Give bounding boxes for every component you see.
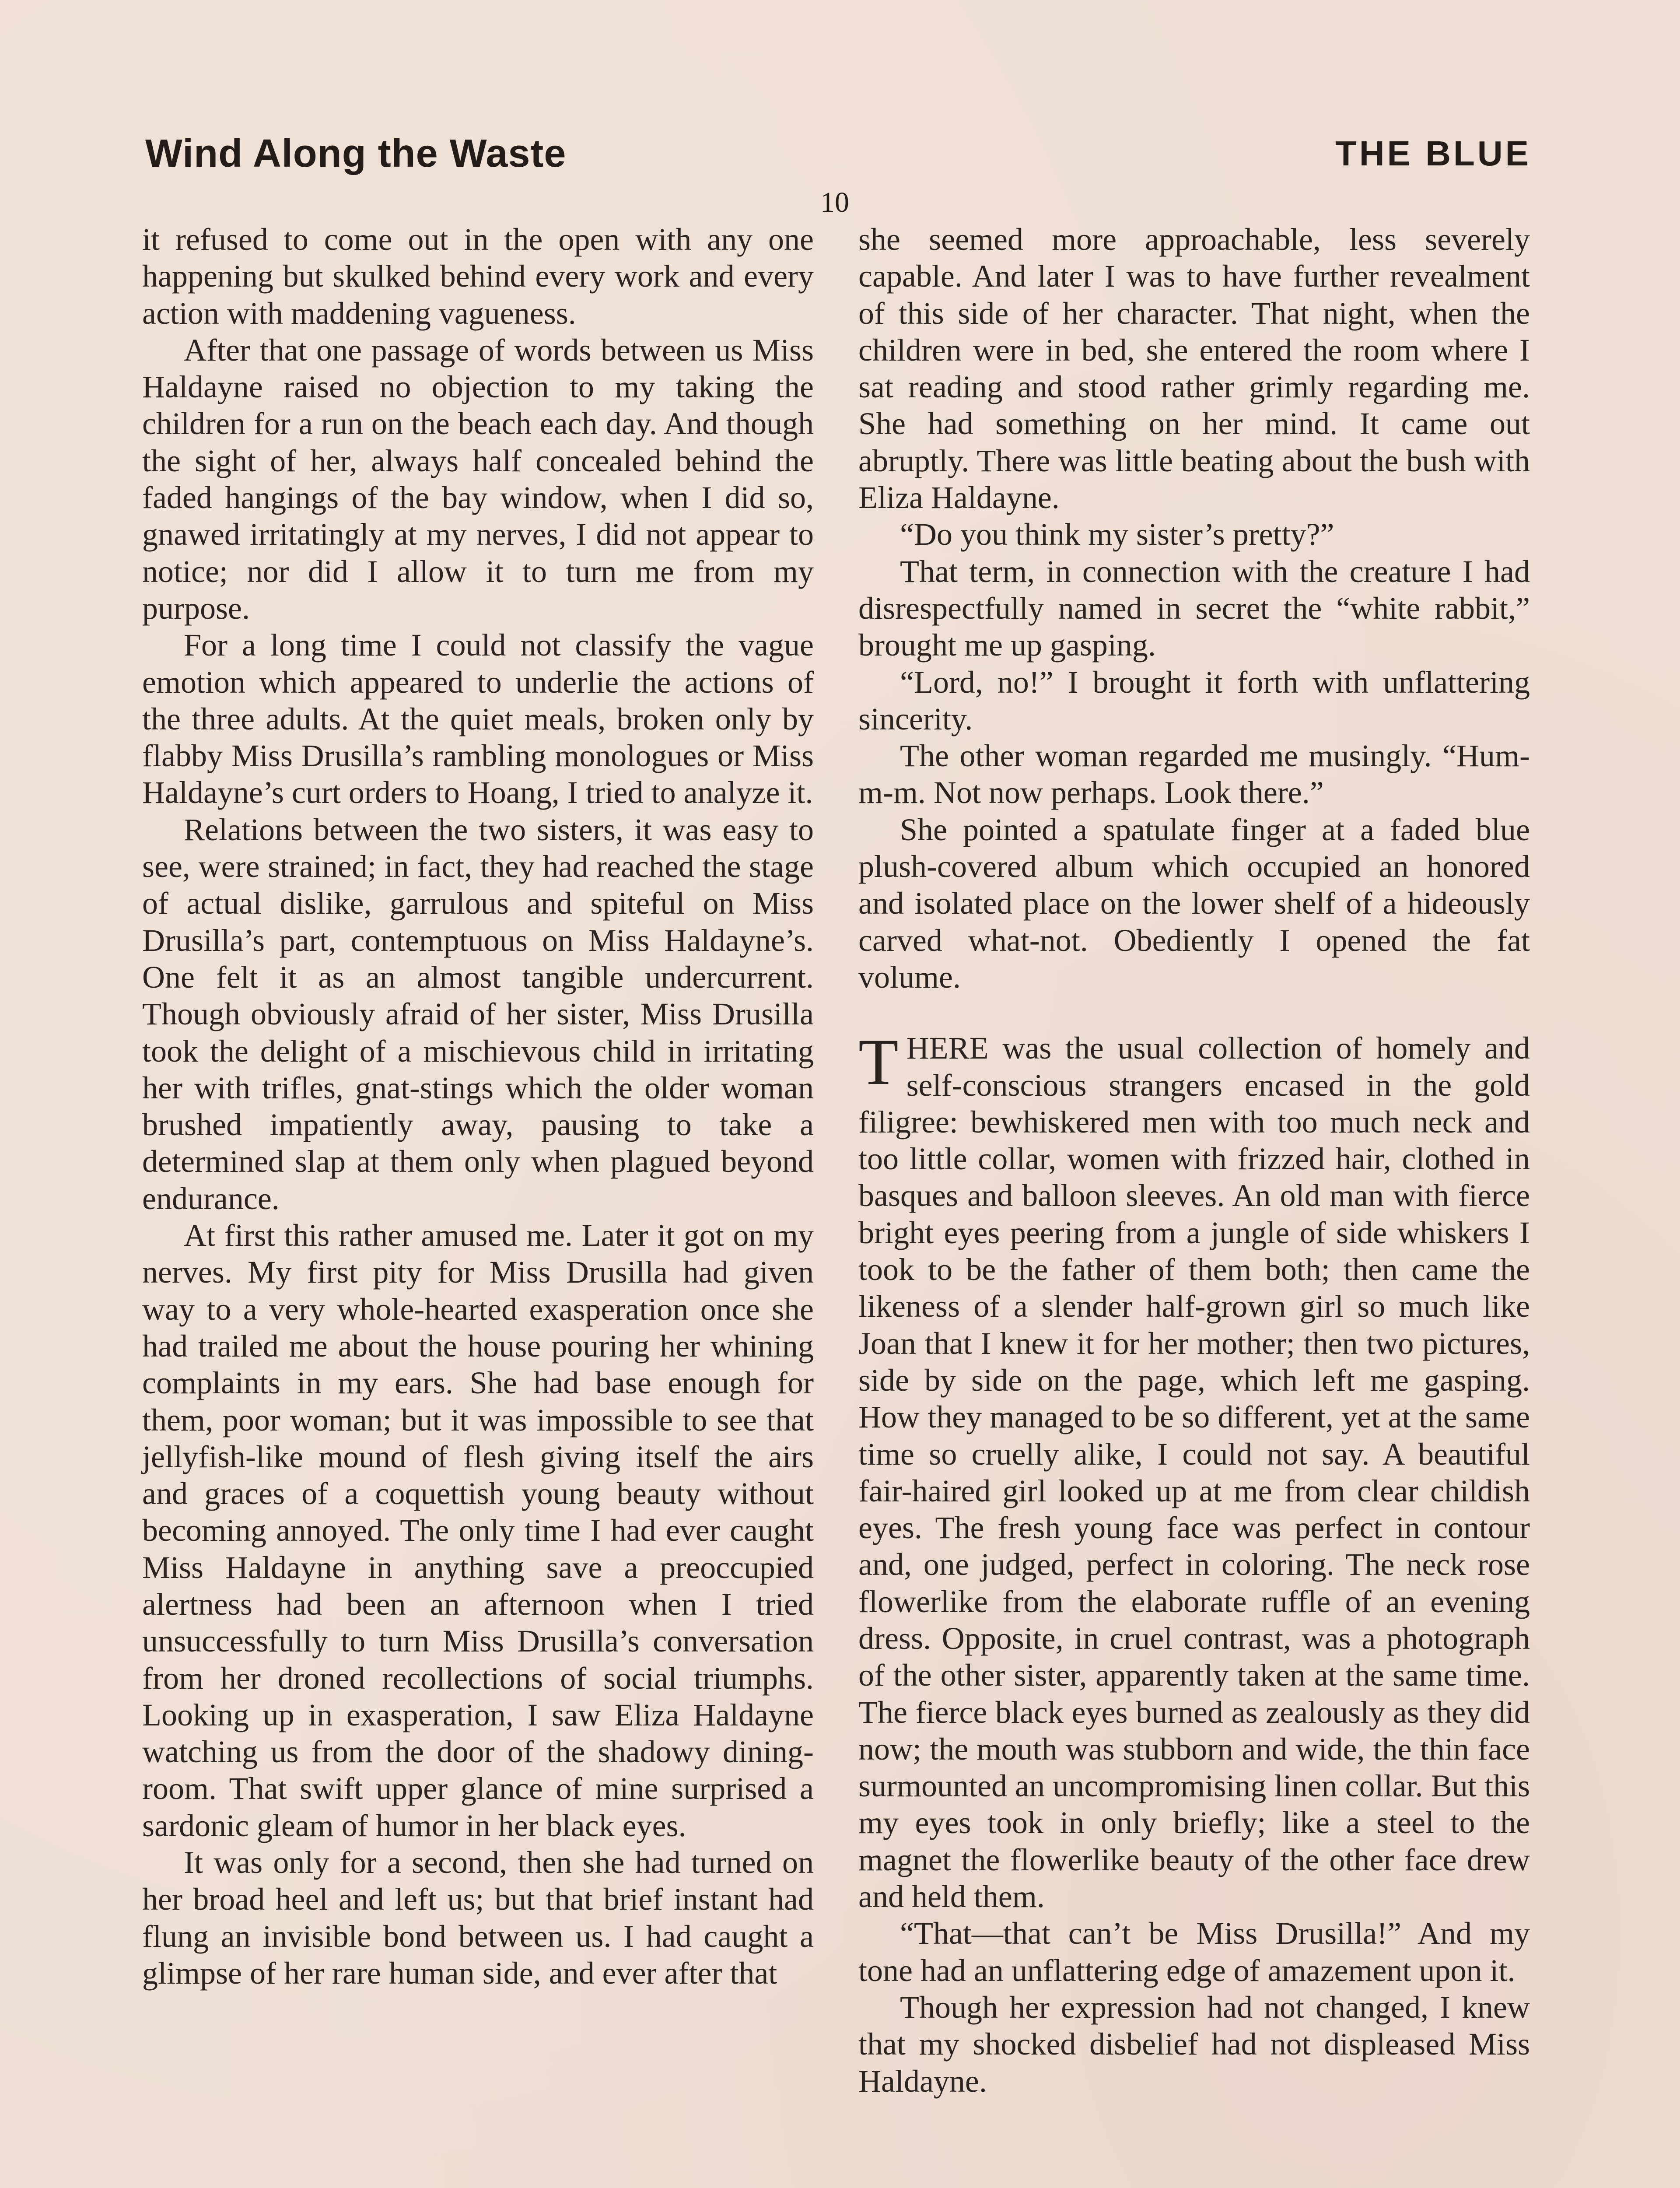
section-opening-paragraph (858, 1026, 1530, 1915)
paragraph: Though her expression had not changed, I knew that my shocked disbelief had not displeased Miss Haldayne. (858, 1989, 1530, 2099)
paragraph: “Lord, no!” I brought it forth with unflattering sincerity. (858, 664, 1530, 736)
section-opening-text: HERE was the usual collection of homely and self-conscious strangers encased in the gold filigree: bewhiskered men with too much neck and too little collar, women with frizzed hair, clothed in basques and balloon sleeves. An old man with fierce bright eyes peering from a jungle of side whiskers I took to be the father of them both; then came the likeness of a slender half-grown girl so much like Joan that I knew it for her mother; then two pictures, side by side on the page, which left me gasping. How they managed to be so different, yet at the same time so cruelly alike, I could not say. A beautiful fair-haired girl looked up at me from clear childish eyes. The fresh young face was perfect in contour and, one judged, perfect in coloring. The neck rose flowerlike from the elaborate ruffle of an evening dress. Opposite, in cruel contrast, was a photograph of the other sister, apparently taken at the same time. The fierce black eyes burned as zealously as they did now; the mouth was stubborn and wide, the thin face surmounted an uncompromising linen collar. But this my eyes took in only briefly; like a steel to the magnet the flowerlike beauty of the other face drew and held them. (858, 1031, 1530, 1914)
paragraph: That term, in connection with the creature I had disrespectfully named in secret the “white rabbit,” brought me up gasping. (858, 554, 1530, 663)
paragraph: She pointed a spatulate finger at a faded blue plush-covered album which occupied an honored and isolated place on the lower shelf of a hideously carved what-not. Obediently I opened the fat volume. (858, 812, 1530, 995)
page-number: 10 (820, 186, 849, 218)
left-column (142, 221, 814, 1992)
paragraph: she seemed more approachable, less severely capable. And later I was to have further revealment of this side of her character. That night, when the children were in bed, she entered the room where I sat reading and stood rather grimly regarding me. She had something on her mind. It came out abruptly. There was little beating about the bush with Eliza Haldayne. (858, 222, 1530, 515)
paragraph: After that one passage of words between us Miss Haldayne raised no objection to my taking the children for a run on the beach each day. And though the sight of her, always half concealed behind the faded hangings of the bay window, when I did so, gnawed irritatingly at my nerves, I did not appear to notice; nor did I allow it to turn me from my purpose. (142, 332, 814, 626)
paragraph: it refused to come out in the open with any one happening but skulked behind every work and every action with maddening vagueness. (142, 222, 814, 331)
paragraph: “That—that can’t be Miss Drusilla!” And my tone had an unflattering edge of amazement upon it. (858, 1916, 1530, 1988)
paragraph: Relations between the two sisters, it was easy to see, were strained; in fact, they had reached the stage of actual dislike, garrulous and spiteful on Miss Drusilla’s part, contemptuous on Miss Haldayne’s. One felt it as an almost tangible undercurrent. Though obviously afraid of her sister, Miss Drusilla took the delight of a mischievous child in irritating her with trifles, gnat-stings which the older woman brushed impatiently away, pausing to take a determined slap at them only when plagued beyond endurance. (142, 812, 814, 1216)
paragraph: At first this rather amused me. Later it got on my nerves. My first pity for Miss Drusilla had given way to a very whole-hearted exasperation once she had trailed me about the house pouring her whining complaints in my ears. She had base enough for them, poor woman; but it was impossible to see that jellyfish-like mound of flesh giving itself the airs and graces of a coquettish young beauty without becoming annoyed. The only time I had ever caught Miss Haldayne in anything save a preoccupied alertness had been an afternoon when I tried unsuccessfully to turn Miss Drusilla’s conversation from her droned recollections of social triumphs. Looking up in exasperation, I saw Eliza Haldayne watching us from the door of the shadowy dining-room. That swift upper glance of mine surprised a sardonic gleam of humor in her black eyes. (142, 1218, 814, 1843)
right-column (858, 221, 1530, 2100)
paragraph: For a long time I could not classify the vague emotion which appeared to underlie the actions of the three adults. At the quiet meals, broken only by flabby Miss Drusilla’s rambling monologues or Miss Haldayne’s curt orders to Hoang, I tried to analyze it. (142, 628, 814, 810)
paragraph: The other woman regarded me musingly. “Hum-m-m. Not now perhaps. Look there.” (858, 738, 1530, 810)
paragraph: “Do you think my sister’s pretty?” (900, 517, 1334, 552)
drop-cap: T (858, 1026, 899, 1099)
paragraph: It was only for a second, then she had turned on her broad heel and left us; but that brief instant had flung an invisible bond between us. I had caught a glimpse of her rare human side, and ever after that (142, 1845, 814, 1991)
story-title: Wind Along the Waste (145, 132, 567, 175)
magazine-name: THE BLUE (1335, 134, 1531, 173)
